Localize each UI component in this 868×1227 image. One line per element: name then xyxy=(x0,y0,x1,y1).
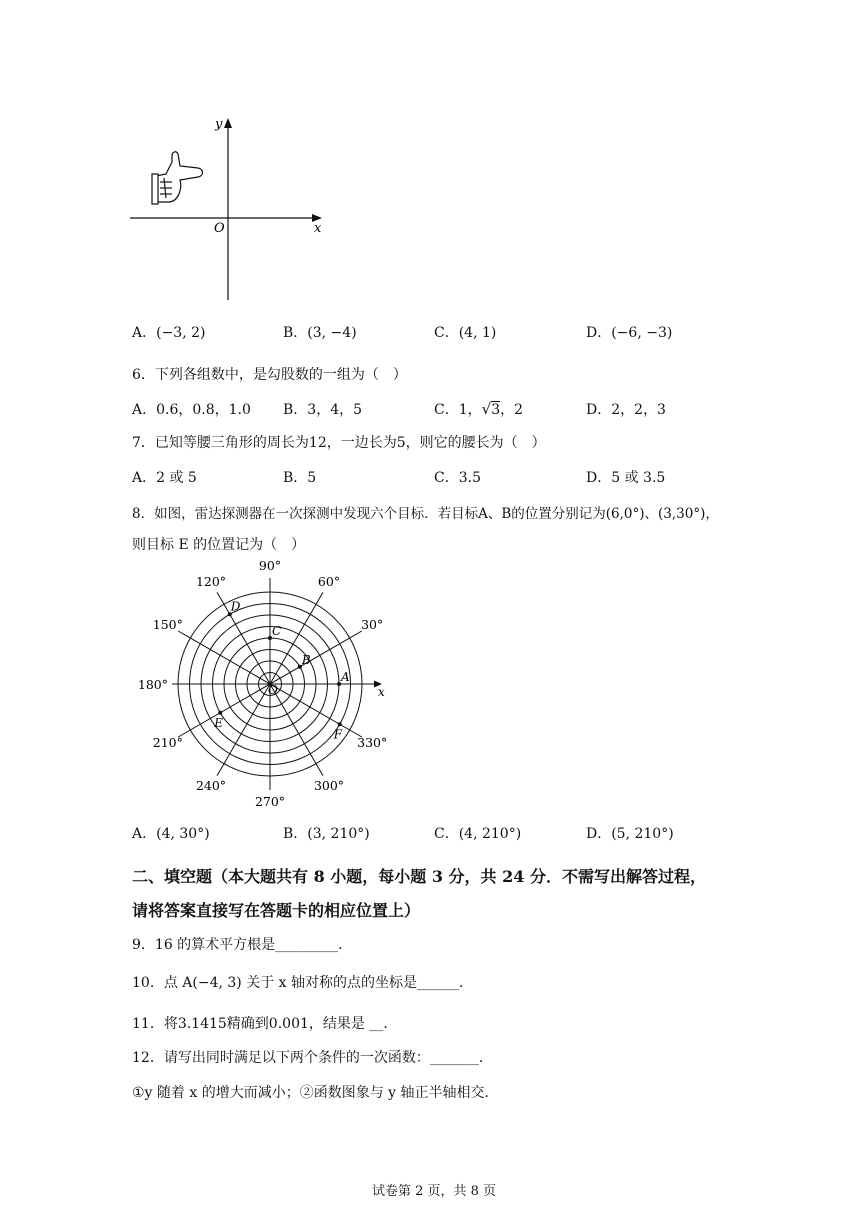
q6-option-b: B．3，4，5 xyxy=(283,402,363,418)
radar-figure xyxy=(128,558,398,808)
q5-option-c: C．(4, 1) xyxy=(434,325,497,341)
radar-angle-label: 150° xyxy=(152,617,183,632)
radar-point-label: A xyxy=(341,670,350,684)
radar-angle-label: 270° xyxy=(254,794,286,808)
y-arrow-icon xyxy=(224,118,232,128)
y-axis-label: y xyxy=(215,117,223,132)
q8-stem-line2: 则目标 E 的位置记为（ ） xyxy=(132,537,306,553)
q7-option-c: C．3.5 xyxy=(434,470,481,486)
x-axis-label: x xyxy=(314,221,322,236)
q6-option-d: D．2，2，3 xyxy=(586,402,666,418)
q8-stem-line1: 8．如图，雷达探测器在一次探测中发现六个目标．若目标A、B的位置分别记为(6,0°)、(3,30°)， xyxy=(132,506,719,522)
thumbs-up-icon xyxy=(152,152,203,204)
section2-heading-line1: 二、填空题（本大题共有 8 小题，每小题 3 分，共 24 分．不需写出解答过程， xyxy=(132,867,706,886)
q9-text: 9．16 的算术平方根是_________． xyxy=(132,937,353,953)
radar-point-label: E xyxy=(214,715,223,730)
sqrt-sign: √ xyxy=(481,400,492,418)
q12-conditions: ①y 随着 x 的增大而减小；②函数图象与 y 轴正半轴相交． xyxy=(132,1085,499,1101)
q5-option-a: A．(−3, 2) xyxy=(132,325,206,341)
radar-angle-label: 300° xyxy=(313,778,345,794)
q6-option-c-radicand: 3 xyxy=(491,402,501,418)
page-footer: 试卷第 2 页，共 8 页 xyxy=(371,1184,497,1199)
q6-option-c-pre: C．1， xyxy=(434,402,482,418)
radar-angle-label: 120° xyxy=(195,573,227,589)
radar-angle-label: 240° xyxy=(195,778,227,794)
radar-point-label: C xyxy=(272,624,282,638)
radar-angle-label: 30° xyxy=(361,617,384,632)
radar-point xyxy=(338,722,342,726)
radar-angle-label: 180° xyxy=(137,677,168,692)
q6-option-c xyxy=(434,399,523,419)
radar-angle-label: 90° xyxy=(258,558,282,573)
radar-point-label: B xyxy=(301,652,311,667)
radar-axis-label: x xyxy=(378,685,385,699)
q8-option-a: A．(4, 30°) xyxy=(132,826,210,842)
q7-stem: 7．已知等腰三角形的周长为12，一边长为5，则它的腰长为（ ） xyxy=(132,435,546,451)
q6-option-c-post: ，2 xyxy=(500,402,524,418)
q7-option-a: A．2 或 5 xyxy=(132,470,197,486)
q5-option-d: D．(−6, −3) xyxy=(586,325,673,341)
origin-label: O xyxy=(214,221,225,236)
q5-option-b: B．(3, −4) xyxy=(283,325,357,341)
radar-angle-label: 60° xyxy=(317,573,341,589)
q10-text: 10．点 A(−4, 3) 关于 x 轴对称的点的坐标是______． xyxy=(132,975,473,991)
q6-option-a: A．0.6，0.8，1.0 xyxy=(132,402,251,418)
q12-text: 12．请写出同时满足以下两个条件的一次函数：_______． xyxy=(132,1050,493,1066)
q5-figure xyxy=(120,110,340,310)
radar-point xyxy=(218,711,222,715)
radar-angle-label: 210° xyxy=(152,735,183,750)
q11-text: 11．将3.1415精确到0.001，结果是 __． xyxy=(132,1016,398,1032)
q8-option-c: C．(4, 210°) xyxy=(434,826,522,842)
radar-point-label: O xyxy=(268,683,278,697)
q6-stem: 6．下列各组数中，是勾股数的一组为（ ） xyxy=(132,367,407,383)
radar-angle-label: 330° xyxy=(357,735,388,750)
q7-option-d: D．5 或 3.5 xyxy=(586,470,666,486)
q7-option-b: B．5 xyxy=(283,470,317,486)
q8-option-d: D．(5, 210°) xyxy=(586,826,674,842)
radar-point-label: F xyxy=(333,727,343,742)
q8-option-b: B．(3, 210°) xyxy=(283,826,370,842)
section2-heading-line2: 请将答案直接写在答题卡的相应位置上） xyxy=(132,901,421,920)
radar-point-label: D xyxy=(230,599,241,614)
